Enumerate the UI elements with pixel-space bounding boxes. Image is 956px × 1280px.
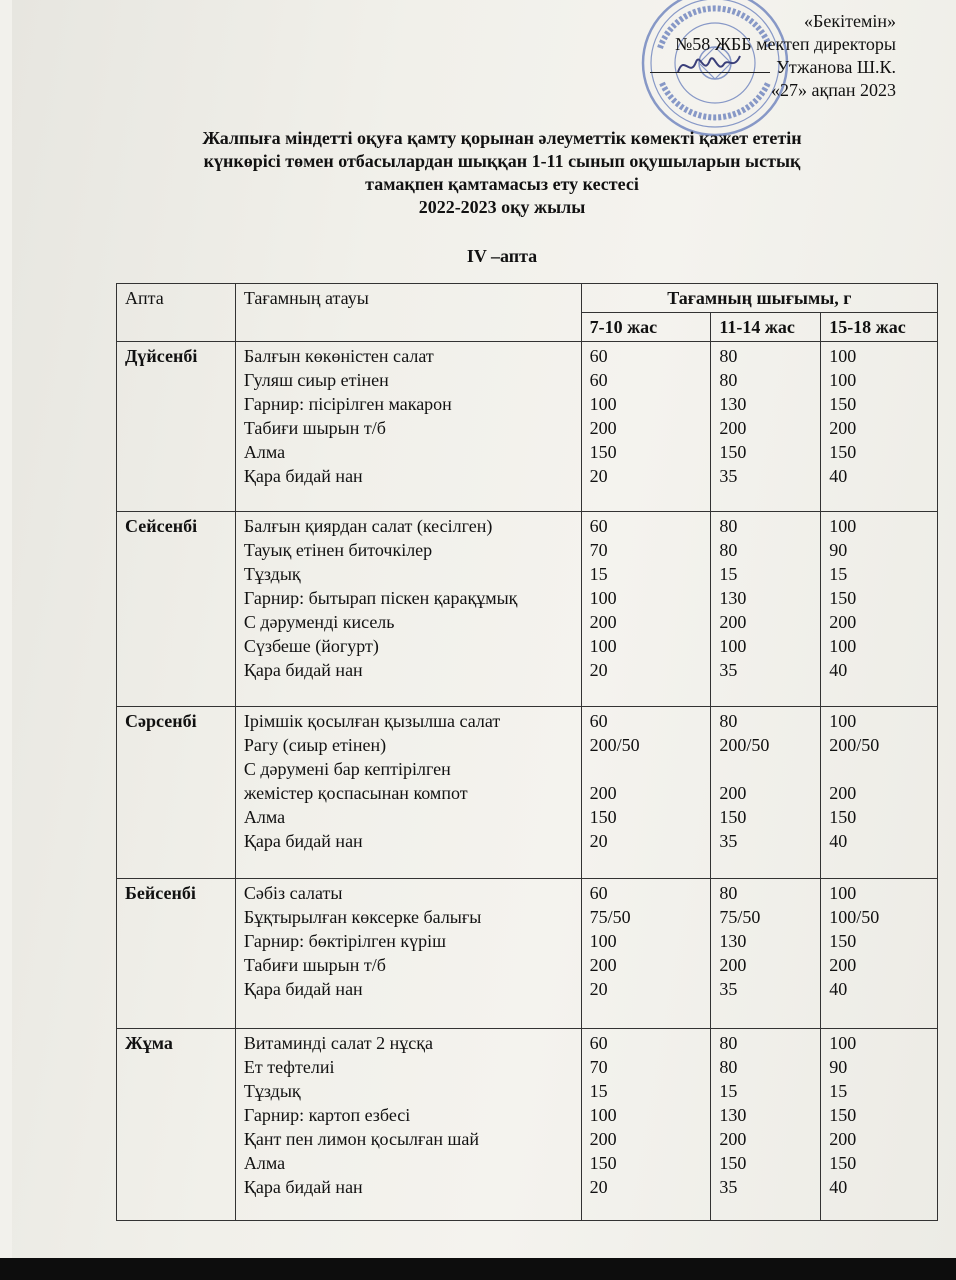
day-cell: Сейсенбі xyxy=(117,512,236,707)
yield-value: 100 xyxy=(829,346,857,366)
yield-value: 70 xyxy=(589,1057,608,1077)
dish-line: Гарнир: картоп езбесі xyxy=(243,1105,411,1125)
yield-value: 15 xyxy=(719,564,738,584)
document-title xyxy=(112,127,892,219)
yield-value: 200 xyxy=(719,783,747,803)
yield-value xyxy=(829,757,929,781)
header-age-15-18: 15-18 жас xyxy=(821,313,938,342)
yield-value: 200 xyxy=(589,1129,617,1149)
yield-value: 100 xyxy=(829,711,857,731)
yield-value: 130 xyxy=(719,931,747,951)
yield-value: 40 xyxy=(829,979,848,999)
yield-15-18-cell xyxy=(821,879,938,1029)
yield-15-18-cell xyxy=(821,707,938,879)
yield-value: 60 xyxy=(589,370,608,390)
yield-value: 150 xyxy=(589,807,617,827)
yield-value: 80 xyxy=(719,711,738,731)
yield-value: 90 xyxy=(829,540,848,560)
dish-line: жемістер қоспасынан компот xyxy=(243,783,468,803)
dish-line: Табиғи шырын т/б xyxy=(243,418,386,438)
yield-value: 200 xyxy=(589,783,617,803)
dish-line: Витаминді салат 2 нұсқа xyxy=(243,1033,433,1053)
approval-date: «27» ақпан 2023 xyxy=(771,80,896,100)
yield-value: 150 xyxy=(719,807,747,827)
yield-value: 60 xyxy=(589,883,608,903)
table-row xyxy=(117,512,938,707)
yield-value: 35 xyxy=(719,660,738,680)
yield-value: 200 xyxy=(829,955,857,975)
table-header-row xyxy=(117,284,938,313)
dish-line: Ірімшік қосылған қызылша салат xyxy=(243,711,501,731)
yield-value: 150 xyxy=(829,807,857,827)
approval-position: №58 ЖББ мектеп директоры xyxy=(675,34,896,54)
yield-value: 100 xyxy=(589,636,617,656)
dish-line: Тұздық xyxy=(243,1081,301,1101)
dish-line: Тұздық xyxy=(243,564,301,584)
dish-line: Қара бидай нан xyxy=(243,660,363,680)
header-week: Апта xyxy=(117,284,236,342)
yield-7-10-cell xyxy=(581,707,711,879)
yield-value: 200/50 xyxy=(719,735,770,755)
table-row xyxy=(117,342,938,512)
dish-line: Рагу (сиыр етінен) xyxy=(243,735,387,755)
dish-cell xyxy=(235,1029,581,1221)
dish-line: Сүзбеше (йогурт) xyxy=(243,636,379,656)
yield-value: 200/50 xyxy=(829,735,880,755)
yield-value: 100 xyxy=(719,636,747,656)
yield-value: 80 xyxy=(719,346,738,366)
yield-value: 15 xyxy=(589,1081,608,1101)
title-line-2: күнкөрісі төмен отбасылардан шыққан 1-11 сынып оқушыларын ыстық xyxy=(203,151,801,171)
yield-value: 150 xyxy=(719,1153,747,1173)
day-cell: Сәрсенбі xyxy=(117,707,236,879)
dish-cell xyxy=(235,512,581,707)
dish-cell xyxy=(235,707,581,879)
yield-value: 80 xyxy=(719,883,738,903)
dish-line: Қант пен лимон қосылған шай xyxy=(243,1129,480,1149)
yield-value: 200 xyxy=(829,418,857,438)
yield-value: 15 xyxy=(589,564,608,584)
yield-value: 100 xyxy=(589,394,617,414)
yield-value: 200 xyxy=(589,612,617,632)
yield-7-10-cell xyxy=(581,879,711,1029)
dish-line: С дәруменді кисель xyxy=(243,612,395,632)
yield-value: 60 xyxy=(589,346,608,366)
yield-value: 80 xyxy=(719,540,738,560)
yield-value: 100/50 xyxy=(829,907,880,927)
yield-7-10-cell xyxy=(581,342,711,512)
title-line-1: Жалпыға міндетті оқуға қамту қорынан әлеуметтік көмекті қажет ететін xyxy=(202,128,802,148)
dish-line: Балғын қиярдан салат (кесілген) xyxy=(243,516,493,536)
yield-15-18-cell xyxy=(821,1029,938,1221)
photo-bottom-edge xyxy=(0,1258,956,1280)
table-row xyxy=(117,1029,938,1221)
dish-line: С дәрумені бар кептірілген xyxy=(243,759,451,779)
dish-line: Алма xyxy=(243,807,286,827)
dish-line: Гарнир: бөктірілген күріш xyxy=(243,931,446,951)
yield-value: 80 xyxy=(719,1057,738,1077)
header-yield: Тағамның шығымы, г xyxy=(581,284,937,313)
signature-line xyxy=(650,72,770,73)
approval-block xyxy=(650,10,896,102)
yield-value: 60 xyxy=(589,516,608,536)
yield-value xyxy=(590,757,703,781)
header-dish-name: Тағамның атауы xyxy=(235,284,581,342)
yield-value: 40 xyxy=(829,466,848,486)
yield-11-14-cell xyxy=(711,879,821,1029)
yield-value: 150 xyxy=(719,442,747,462)
yield-value: 100 xyxy=(829,1033,857,1053)
yield-value xyxy=(719,757,812,781)
table-row xyxy=(117,879,938,1029)
yield-value: 100 xyxy=(589,1105,617,1125)
yield-7-10-cell xyxy=(581,1029,711,1221)
dish-line: Алма xyxy=(243,442,286,462)
yield-value: 75/50 xyxy=(719,907,761,927)
yield-11-14-cell xyxy=(711,342,821,512)
yield-value: 75/50 xyxy=(589,907,631,927)
day-cell: Бейсенбі xyxy=(117,879,236,1029)
yield-value: 60 xyxy=(589,711,608,731)
yield-value: 15 xyxy=(829,564,848,584)
yield-11-14-cell xyxy=(711,1029,821,1221)
yield-value: 200 xyxy=(719,1129,747,1149)
yield-value: 35 xyxy=(719,979,738,999)
yield-value: 200/50 xyxy=(589,735,640,755)
approval-signer xyxy=(650,56,896,79)
dish-line: Қара бидай нан xyxy=(243,466,363,486)
dish-line: Қара бидай нан xyxy=(243,1177,363,1197)
dish-line: Гарнир: бытырап піскен қарақұмық xyxy=(243,588,518,608)
dish-cell xyxy=(235,342,581,512)
yield-value: 20 xyxy=(589,979,608,999)
yield-value: 200 xyxy=(719,955,747,975)
yield-value: 40 xyxy=(829,831,848,851)
yield-value: 150 xyxy=(829,588,857,608)
day-cell: Жұма xyxy=(117,1029,236,1221)
yield-value: 200 xyxy=(589,418,617,438)
dish-line: Гарнир: пісірілген макарон xyxy=(243,394,452,414)
dish-line: Қара бидай нан xyxy=(243,831,363,851)
yield-value: 100 xyxy=(829,883,857,903)
yield-value: 150 xyxy=(829,931,857,951)
yield-value: 70 xyxy=(589,540,608,560)
dish-line: Ет тефтелиі xyxy=(243,1057,335,1077)
yield-value: 200 xyxy=(719,418,747,438)
yield-value: 80 xyxy=(719,370,738,390)
table-row xyxy=(117,707,938,879)
yield-11-14-cell xyxy=(711,512,821,707)
yield-value: 20 xyxy=(589,466,608,486)
yield-value: 130 xyxy=(719,588,747,608)
dish-cell xyxy=(235,879,581,1029)
dish-line: Тауық етінен биточкілер xyxy=(243,540,433,560)
yield-value: 200 xyxy=(719,612,747,632)
dish-line: Алма xyxy=(243,1153,286,1173)
title-line-4: 2022-2023 оқу жылы xyxy=(418,197,586,217)
yield-value: 200 xyxy=(829,1129,857,1149)
yield-15-18-cell xyxy=(821,342,938,512)
yield-value: 80 xyxy=(719,1033,738,1053)
yield-value: 20 xyxy=(589,660,608,680)
yield-value: 200 xyxy=(589,955,617,975)
title-line-3: тамақпен қамтамасыз ету кестесі xyxy=(365,174,639,194)
yield-value: 90 xyxy=(829,1057,848,1077)
yield-value: 150 xyxy=(829,442,857,462)
yield-value: 15 xyxy=(829,1081,848,1101)
yield-value: 35 xyxy=(719,1177,738,1197)
yield-value: 100 xyxy=(589,931,617,951)
yield-value: 15 xyxy=(719,1081,738,1101)
week-label: IV –апта xyxy=(466,246,538,266)
dish-line: Балғын көкөністен салат xyxy=(243,346,434,366)
yield-value: 150 xyxy=(829,1153,857,1173)
dish-line: Бұқтырылған көксерке балығы xyxy=(243,907,482,927)
yield-value: 35 xyxy=(719,831,738,851)
document-page xyxy=(12,0,956,1258)
yield-value: 20 xyxy=(589,1177,608,1197)
yield-value: 150 xyxy=(829,1105,857,1125)
dish-line: Қара бидай нан xyxy=(243,979,363,999)
yield-value: 130 xyxy=(719,394,747,414)
yield-value: 100 xyxy=(589,588,617,608)
approval-label: «Бекітемін» xyxy=(804,11,896,31)
dish-line: Гуляш сиыр етінен xyxy=(243,370,389,390)
yield-value: 100 xyxy=(829,636,857,656)
yield-7-10-cell xyxy=(581,512,711,707)
yield-value: 150 xyxy=(589,1153,617,1173)
yield-value: 100 xyxy=(829,516,857,536)
header-age-7-10: 7-10 жас xyxy=(581,313,711,342)
yield-value: 200 xyxy=(829,783,857,803)
yield-value: 60 xyxy=(589,1033,608,1053)
yield-value: 100 xyxy=(829,370,857,390)
yield-value: 20 xyxy=(589,831,608,851)
menu-table xyxy=(116,283,938,1221)
signer-name: Утжанова Ш.К. xyxy=(776,57,896,77)
yield-value: 150 xyxy=(589,442,617,462)
day-cell: Дүйсенбі xyxy=(117,342,236,512)
yield-value: 130 xyxy=(719,1105,747,1125)
header-age-11-14: 11-14 жас xyxy=(711,313,821,342)
dish-line: Сәбіз салаты xyxy=(243,883,343,903)
yield-value: 35 xyxy=(719,466,738,486)
yield-value: 200 xyxy=(829,612,857,632)
yield-11-14-cell xyxy=(711,707,821,879)
menu-table-body xyxy=(117,342,938,1221)
yield-value: 80 xyxy=(719,516,738,536)
yield-value: 150 xyxy=(829,394,857,414)
yield-value: 40 xyxy=(829,1177,848,1197)
dish-line: Табиғи шырын т/б xyxy=(243,955,386,975)
yield-value: 40 xyxy=(829,660,848,680)
yield-15-18-cell xyxy=(821,512,938,707)
